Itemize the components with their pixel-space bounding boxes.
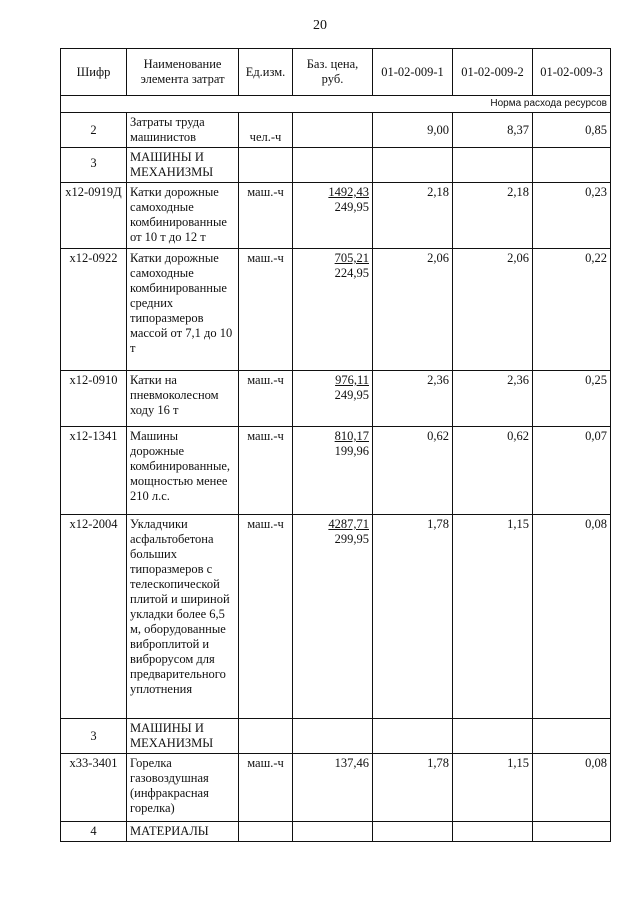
item-v1: 0,62 — [373, 427, 453, 515]
section-header-row — [61, 719, 611, 754]
item-v2: 1,15 — [453, 754, 533, 822]
item-v3: 0,08 — [533, 515, 611, 719]
item-price-sub: 299,95 — [334, 532, 369, 546]
labor-price — [293, 113, 373, 148]
section-machines-1-title: МАШИНЫ И МЕХАНИЗМЫ — [127, 148, 239, 183]
section-machines-2-code: 3 — [61, 719, 127, 754]
item-price-main: 1492,43 — [328, 185, 369, 199]
header-unit: Ед.изм. — [239, 49, 293, 96]
table-row — [61, 183, 611, 249]
item-v3: 0,25 — [533, 371, 611, 427]
item-name: Катки на пневмоколесном ходу 16 т — [127, 371, 239, 427]
item-v1: 2,06 — [373, 249, 453, 371]
item-code: х12-0922 — [61, 249, 127, 371]
section-machines-1-code: 3 — [61, 148, 127, 183]
header-col2: 01-02-009-2 — [453, 49, 533, 96]
header-name: Наименование элемента затрат — [127, 49, 239, 96]
item-name: Катки дорожные самоходные комбинированные от 10 т до 12 т — [127, 183, 239, 249]
item-price: 137,46 — [293, 754, 373, 822]
item-price-sub: 224,95 — [334, 266, 369, 280]
resource-norm-table — [60, 48, 611, 842]
item-price-main: 976,11 — [335, 373, 369, 387]
table-row — [61, 754, 611, 822]
item-name: Катки дорожные самоходные комбинированные средних типоразмеров массой от 7,1 до 10 т — [127, 249, 239, 371]
table-row — [61, 113, 611, 148]
labor-v1: 9,00 — [373, 113, 453, 148]
header-code: Шифр — [61, 49, 127, 96]
item-unit: маш.-ч — [239, 249, 293, 371]
header-col3: 01-02-009-3 — [533, 49, 611, 96]
item-v2: 2,18 — [453, 183, 533, 249]
table-header-row — [61, 49, 611, 96]
item-code: х33-3401 — [61, 754, 127, 822]
table-row — [61, 427, 611, 515]
section-header-row — [61, 148, 611, 183]
item-code: х12-0919Д — [61, 183, 127, 249]
item-name: Горелка газовоздушная (инфракрасная горелка) — [127, 754, 239, 822]
item-v2: 1,15 — [453, 515, 533, 719]
item-v1: 2,18 — [373, 183, 453, 249]
item-v2: 2,06 — [453, 249, 533, 371]
item-code: х12-0910 — [61, 371, 127, 427]
item-price-sub: 249,95 — [334, 388, 369, 402]
item-v3: 0,22 — [533, 249, 611, 371]
section-materials-code: 4 — [61, 822, 127, 842]
item-v3: 0,23 — [533, 183, 611, 249]
item-price-main: 705,21 — [334, 251, 369, 265]
item-name: Укладчики асфальтобетона больших типоразмеров с телескопической плитой и шириной укладки более 6,5 м, оборудованные виброплитой и виброрусом для предварительного уплотнения — [127, 515, 239, 719]
item-price-sub: 249,95 — [334, 200, 369, 214]
table-row — [61, 371, 611, 427]
section-header-row — [61, 822, 611, 842]
item-v3: 0,08 — [533, 754, 611, 822]
item-v1: 1,78 — [373, 515, 453, 719]
item-v1: 1,78 — [373, 754, 453, 822]
item-price-sub: 199,96 — [334, 444, 369, 458]
section-materials-title: МАТЕРИАЛЫ — [127, 822, 239, 842]
item-v3: 0,07 — [533, 427, 611, 515]
item-v2: 2,36 — [453, 371, 533, 427]
item-code: х12-1341 — [61, 427, 127, 515]
section-machines-2-title: МАШИНЫ И МЕХАНИЗМЫ — [127, 719, 239, 754]
header-col1: 01-02-009-1 — [373, 49, 453, 96]
labor-v3: 0,85 — [533, 113, 611, 148]
resource-norm-row — [61, 96, 611, 113]
item-code: х12-2004 — [61, 515, 127, 719]
labor-v2: 8,37 — [453, 113, 533, 148]
item-unit: маш.-ч — [239, 371, 293, 427]
table-row — [61, 515, 611, 719]
labor-name: Затраты труда машинистов — [127, 113, 239, 148]
item-unit: маш.-ч — [239, 754, 293, 822]
item-unit: маш.-ч — [239, 515, 293, 719]
item-name: Машины дорожные комбинированные, мощностью менее 210 л.с. — [127, 427, 239, 515]
header-price: Баз. цена, руб. — [293, 49, 373, 96]
item-v2: 0,62 — [453, 427, 533, 515]
item-price-main: 810,17 — [334, 429, 369, 443]
item-unit: маш.-ч — [239, 427, 293, 515]
table-row — [61, 249, 611, 371]
item-price-main: 4287,71 — [328, 517, 369, 531]
item-v1: 2,36 — [373, 371, 453, 427]
item-unit: маш.-ч — [239, 183, 293, 249]
labor-code: 2 — [61, 113, 127, 148]
page-number: 20 — [313, 18, 327, 33]
resource-norm-label: Норма расхода ресурсов — [61, 96, 611, 113]
labor-unit: чел.-ч — [239, 113, 293, 148]
